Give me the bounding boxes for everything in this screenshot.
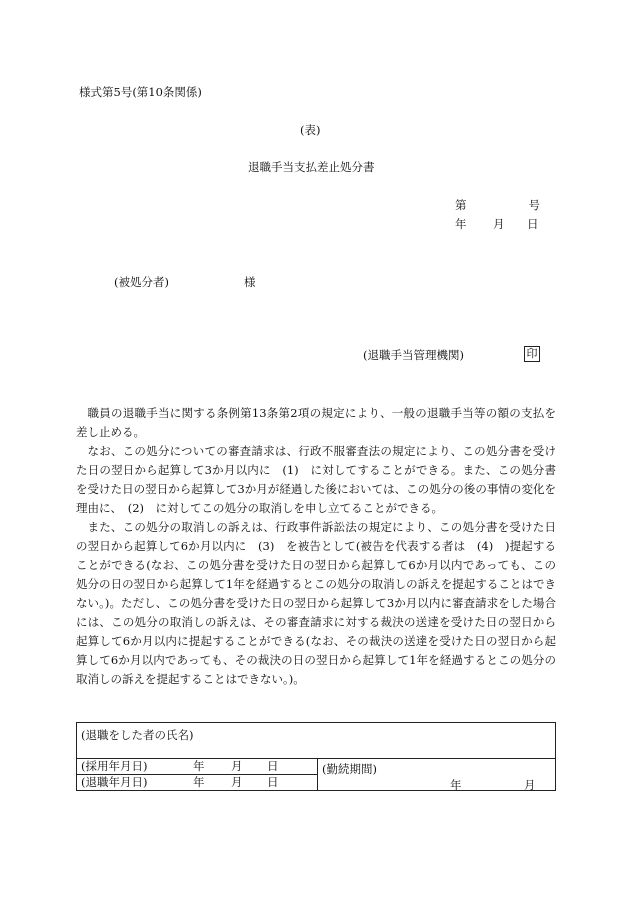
seal-mark: 印 <box>524 346 540 362</box>
retiree-record-table <box>76 722 556 791</box>
paragraph-suspension: 職員の退職手当に関する条例第13条第2項の規定により、一般の退職手当等の額の支払を差し止める。 <box>76 406 556 439</box>
retiree-name-label: (退職をした者の氏名) <box>81 728 194 742</box>
date-year: 年 <box>455 217 467 231</box>
recipient-honorific: 様 <box>244 275 256 289</box>
paragraph-lawsuit: また、この処分の取消しの訴えは、行政事件訴訟法の規定により、この処分書を受けた日の翌日から起算して6か月以内に (3) を被告として(被告を代表する者は (4) )提起することができる(なお、この処分書を受けた日の翌日から起算して6か月以内であっても、この処分の日の翌日から起算して1年を経過するとこの処分の取消しの訴えを提起することはできない。)。ただし、この処分書を受けた日の翌日から起算して3か月以内に審査請求をした場合には、この処分の取消しの訴えは、その審査請求に対する裁決の送達を受けた日の翌日から起算して6か月以内に提起することができる(なお、その裁決の送達を受けた日の翌日から起算して6か月以内であっても、その裁決の日の翌日から起算して1年を経過するとこの処分の取消しの訴えを提起することはできない。)。 <box>76 520 556 686</box>
service-period-label: (勤続期間) <box>322 762 377 776</box>
number-suffix: 号 <box>528 198 540 212</box>
hire-date-day: 日 <box>267 759 279 773</box>
retire-date-day: 日 <box>267 775 279 789</box>
date-day: 日 <box>527 217 539 231</box>
document-title: 退職手当支払差止処分書 <box>248 160 375 174</box>
date-month: 月 <box>493 217 505 231</box>
retire-date-label: (退職年月日) <box>81 775 148 789</box>
front-side-label: (表) <box>300 123 321 137</box>
number-prefix: 第 <box>455 198 467 212</box>
service-period-cell <box>318 759 556 791</box>
retiree-name-cell <box>77 723 556 759</box>
retire-date-month: 月 <box>231 775 243 789</box>
hire-date-label: (採用年月日) <box>81 759 148 773</box>
service-period-month: 月 <box>524 778 536 792</box>
body-text <box>76 404 556 689</box>
hire-date-cell <box>77 759 318 775</box>
retire-date-year: 年 <box>193 775 205 789</box>
form-number: 様式第5号(第10条関係) <box>79 85 202 99</box>
paragraph-review-request: なお、この処分についての審査請求は、行政不服審査法の規定により、この処分書を受けた日の翌日から起算して3か月以内に (1) に対してすることができる。また、この処分書を受けた日の翌日から起算して3か月が経過した後においては、この処分の後の事情の変化を理由に、 (2) に対してこの処分の取消しを申し立てることができる。 <box>76 444 556 515</box>
hire-date-month: 月 <box>231 759 243 773</box>
service-period-year: 年 <box>450 778 462 792</box>
agency-label: (退職手当管理機関) <box>363 348 464 362</box>
hire-date-year: 年 <box>193 759 205 773</box>
retire-date-cell <box>77 775 318 791</box>
document-number-row <box>455 200 540 212</box>
recipient-label: (被処分者) <box>114 275 169 289</box>
